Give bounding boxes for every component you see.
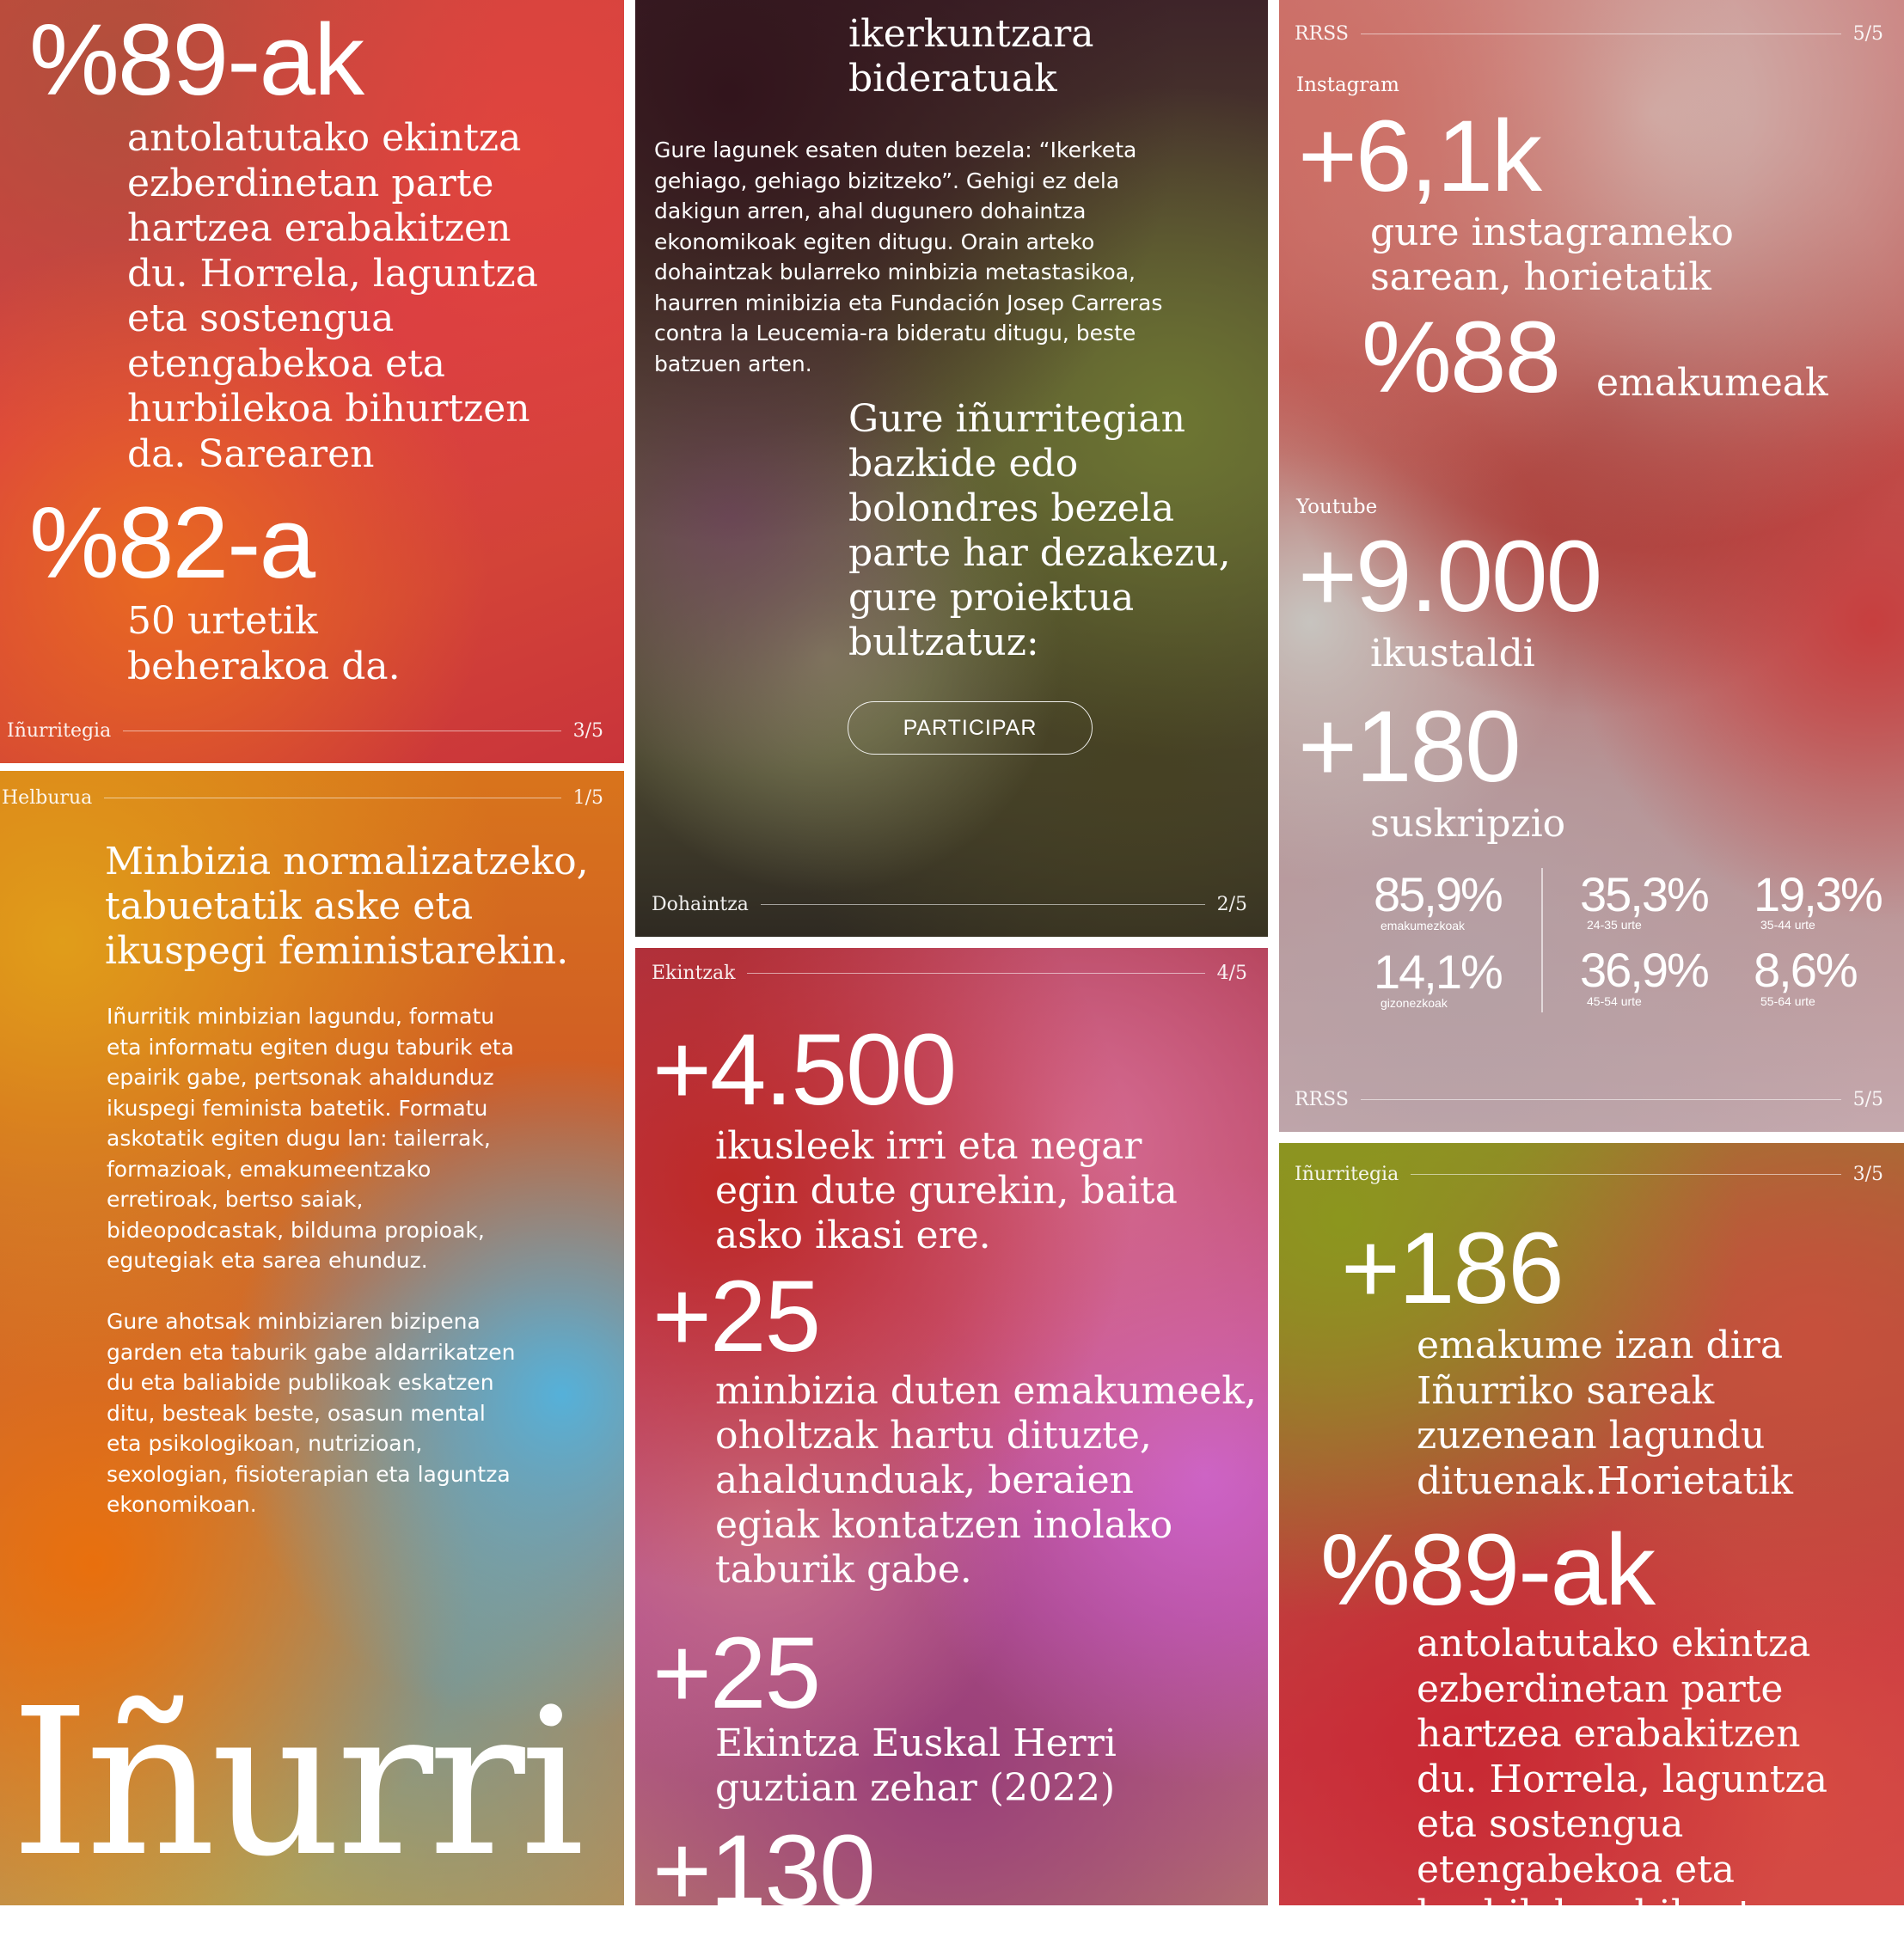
slide-footer — [1295, 1086, 1883, 1112]
stat-89-description: antolatutako ekintza ezberdinetan parte hartzea erabakitzen du. Horrela, laguntza eta sostengua etengabekoa eta hurbilekoa bihurtzen — [1417, 1622, 1827, 1936]
men-pct-label: gizonezkoak — [1381, 996, 1448, 1010]
header-divider — [1411, 1174, 1840, 1175]
age-24-35-pct: 35,3% — [1580, 867, 1708, 921]
stat-186: +186 — [1341, 1212, 1563, 1325]
stat-82-percent: %82-a — [29, 486, 315, 600]
age-35-44-pct: 19,3% — [1754, 867, 1882, 921]
instagram-description: gure instagrameko sarean, horietatik — [1370, 211, 1734, 299]
stat-25-women-description: minbizia duten emakumeek, oholtzak hartu dituzte, ahaldunduak, beraien egiak kontatzen inolako taburik gabe. — [715, 1369, 1257, 1592]
women-pct: 85,9% — [1374, 867, 1502, 921]
donation-title: ikerkuntzara bideratuak — [848, 12, 1094, 101]
age-45-54-pct: 36,9% — [1580, 943, 1708, 997]
youtube-label: Youtube — [1296, 496, 1378, 518]
slide-header — [652, 960, 1247, 986]
slide-footer — [652, 891, 1247, 917]
header-label: Ekintzak — [652, 962, 736, 984]
slide-dohaintza — [635, 0, 1268, 937]
women-pct-label: emakumezkoak — [1381, 919, 1466, 932]
age-55-64-label: 55-64 urte — [1760, 994, 1815, 1008]
stat-82-description: 50 urtetik beherakoa da. — [127, 599, 401, 688]
header-divider — [747, 973, 1204, 974]
instagram-label: Instagram — [1296, 74, 1399, 96]
instagram-women-label: emakumeak — [1596, 361, 1828, 405]
mission-paragraph-1: Iñurritik minbizian lagundu, formatu eta informatu egiten dugu taburik eta epairik gabe, pertsonak ahaldunduz ikuspegi feminista batetik. Formatu askotatik egiten dugu lan: tailerrak, formazioak, emakumeentzako erretiroak, bertso saiak, bideopodcastak, bilduma propioak, egutegiak eta sarea ehunduz. — [107, 1004, 514, 1273]
stat-89-percent: %89-ak — [29, 3, 364, 117]
youtube-subscribers-label: suskripzio — [1370, 802, 1566, 846]
footer-page-number: 5/5 — [1852, 1088, 1883, 1110]
footer-divider — [761, 904, 1205, 905]
slide-iñurritegia-bottom — [1279, 1143, 1904, 1936]
slide-footer — [7, 718, 603, 743]
footer-page-number: 3/5 — [572, 719, 603, 742]
mission-heading: Minbizia normalizatzeko, tabuetatik aske eta ikuspegi feministarekin. — [105, 840, 589, 973]
slide-iñurritegia-top — [0, 0, 624, 763]
stat-89-description: antolatutako ekintza ezberdinetan parte hartzea erabakitzen du. Horrela, laguntza eta sostengua etengabekoa eta hurbilekoa bihurtzen da. Sarearen — [127, 116, 538, 476]
stat-130: +130 — [652, 1814, 874, 1928]
slide-header — [1295, 1161, 1883, 1187]
age-35-44-label: 35-44 urte — [1760, 918, 1815, 932]
footer-divider — [1361, 1099, 1841, 1100]
header-label: Iñurritegia — [1295, 1163, 1399, 1185]
participar-button[interactable]: PARTICIPAR — [848, 701, 1093, 755]
stat-186-description: emakume izan dira Iñurriko sareak zuzenean lagundu dituenak.Horietatik — [1417, 1324, 1793, 1503]
youtube-views-stat: +9.000 — [1298, 520, 1601, 633]
slide-ekintzak — [635, 948, 1268, 1928]
age-55-64-pct: 8,6% — [1754, 943, 1857, 997]
footer-label: RRSS — [1295, 1088, 1349, 1110]
men-pct: 14,1% — [1374, 945, 1502, 999]
slide-header — [2, 785, 603, 810]
header-label: Helburua — [2, 786, 93, 809]
mission-paragraph-2: Gure ahotsak minbiziaren bizipena garden eta taburik gabe aldarrikatzen du eta baliabide publikoak eskatzen ditu, besteak beste, osasun mental eta psikologikoan, nutrizioan, sexologian, fisioterapian eta laguntza ekonomikoan. — [107, 1309, 516, 1517]
header-page-number: 5/5 — [1852, 22, 1883, 45]
instagram-followers-stat: +6,1k — [1298, 100, 1540, 213]
donation-body: Gure lagunek esaten duten bezela: “Ikerketa gehiago, gehiago bizitzeko”. Gehigi ez dela dakigun arren, ahal dugunero dohaintza ekonomikoak egiten ditugu. Orain arteko dohaintzak bularreko minbizia metastasikoa, haurren minibizia eta Fundación Josep Carreras contra la Leucemia-ra bideratu ditugu, beste batzuen arten. — [654, 138, 1163, 376]
header-page-number: 1/5 — [572, 786, 603, 809]
stat-25-actions-description: Ekintza Euskal Herri guztian zehar (2022) — [715, 1721, 1117, 1810]
slide-rrss — [1279, 0, 1904, 1132]
stat-4500-description: ikusleek irri eta negar egin dute gurekin, baita asko ikasi ere. — [715, 1124, 1178, 1257]
age-24-35-label: 24-35 urte — [1587, 918, 1642, 932]
stat-25-women: +25 — [652, 1260, 820, 1373]
header-page-number: 4/5 — [1216, 962, 1247, 984]
slide-helburua — [0, 771, 624, 1905]
brand-wordmark: Iñurri — [10, 1665, 580, 1901]
header-page-number: 3/5 — [1852, 1163, 1883, 1185]
footer-page-number: 2/5 — [1216, 893, 1247, 915]
footer-label: Dohaintza — [652, 893, 749, 915]
footer-label: Iñurritegia — [7, 719, 112, 742]
stat-25-actions: +25 — [652, 1617, 820, 1730]
stats-divider — [1541, 868, 1543, 1012]
participation-invite: Gure iñurritegian bazkide edo bolondres bezela parte har dezakezu, gure proiektua bultzatuz: — [848, 397, 1231, 664]
age-45-54-label: 45-54 urte — [1587, 994, 1642, 1008]
youtube-views-label: ikustaldi — [1370, 632, 1535, 676]
youtube-subscribers-stat: +180 — [1298, 690, 1520, 804]
header-label: RRSS — [1295, 22, 1349, 45]
stat-4500: +4.500 — [652, 1013, 956, 1127]
instagram-women-pct: %88 — [1362, 301, 1560, 414]
stat-89-percent: %89-ak — [1320, 1513, 1655, 1627]
slide-header — [1295, 21, 1883, 46]
